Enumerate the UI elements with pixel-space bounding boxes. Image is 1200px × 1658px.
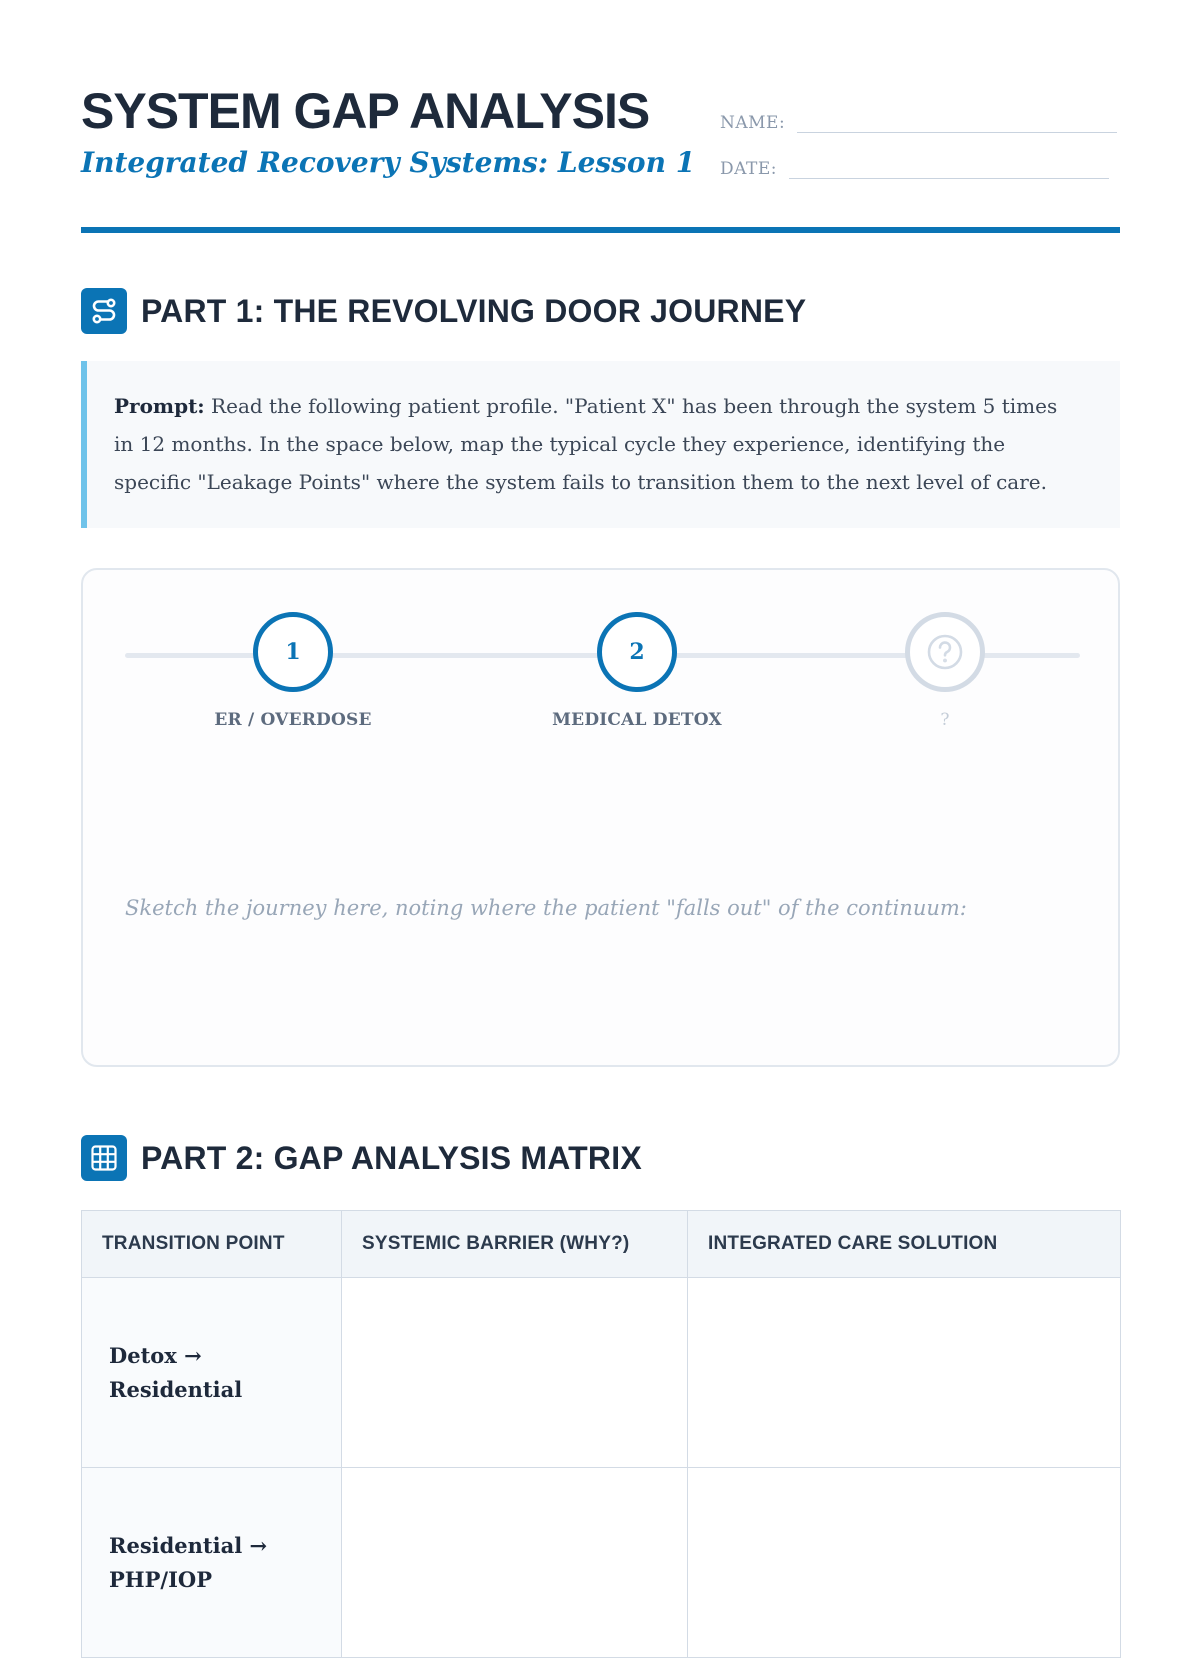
step-3-label: ?	[940, 710, 950, 730]
route-icon	[81, 288, 127, 334]
systemic-barrier-cell[interactable]	[342, 1468, 688, 1658]
step-3-node	[905, 612, 985, 692]
page-subtitle: Integrated Recovery Systems: Lesson 1	[81, 146, 696, 179]
transition-line: PHP/IOP	[109, 1566, 213, 1592]
part2-title: PART 2: GAP ANALYSIS MATRIX	[141, 1139, 642, 1176]
systemic-barrier-cell[interactable]	[342, 1278, 688, 1468]
step-2-node: 2	[597, 612, 677, 692]
prompt-label: Prompt:	[114, 394, 205, 418]
table-row	[82, 1468, 1121, 1658]
transition-line: Residential	[109, 1376, 243, 1402]
part1-heading	[81, 288, 806, 334]
table-header-row	[82, 1211, 1121, 1278]
sketch-hint: Sketch the journey here, noting where the patient "falls out" of the continuum:	[125, 896, 967, 920]
step-1-label: ER / OVERDOSE	[214, 710, 372, 730]
question-icon	[925, 632, 965, 672]
part1-title: PART 1: THE REVOLVING DOOR JOURNEY	[141, 292, 807, 329]
name-label: NAME:	[720, 113, 786, 133]
column-header: TRANSITION POINT	[82, 1211, 342, 1278]
grid-icon	[81, 1135, 127, 1181]
transition-point-cell	[82, 1278, 342, 1468]
integrated-solution-cell[interactable]	[688, 1468, 1121, 1658]
prompt-box	[81, 361, 1120, 528]
part2-heading	[81, 1135, 642, 1181]
page-title: SYSTEM GAP ANALYSIS	[81, 83, 650, 139]
header-divider	[81, 227, 1120, 233]
name-input-line[interactable]	[797, 112, 1117, 133]
step-1-node: 1	[253, 612, 333, 692]
prompt-text: Read the following patient profile. "Patient X" has been through the system 5 times in 12 months. In the space below, map the typical cycle they experience, identifying the specific "Leakage Points" where the system fails to transition them to the next level of care.	[114, 394, 1058, 494]
column-header: SYSTEMIC BARRIER (WHY?)	[342, 1211, 688, 1278]
worksheet-page	[81, 0, 1120, 1600]
transition-point-cell	[82, 1468, 342, 1658]
step-2-label: MEDICAL DETOX	[552, 710, 722, 730]
transition-line: Detox →	[109, 1342, 202, 1368]
table-row	[82, 1278, 1121, 1468]
date-input-line[interactable]	[789, 158, 1109, 179]
integrated-solution-cell[interactable]	[688, 1278, 1121, 1468]
date-label: DATE:	[720, 159, 777, 179]
name-field[interactable]	[720, 112, 1117, 133]
date-field[interactable]	[720, 158, 1109, 179]
journey-sketch-area[interactable]	[81, 568, 1120, 1067]
transition-line: Residential →	[109, 1532, 268, 1558]
column-header: INTEGRATED CARE SOLUTION	[688, 1211, 1121, 1278]
gap-analysis-table	[81, 1210, 1121, 1658]
